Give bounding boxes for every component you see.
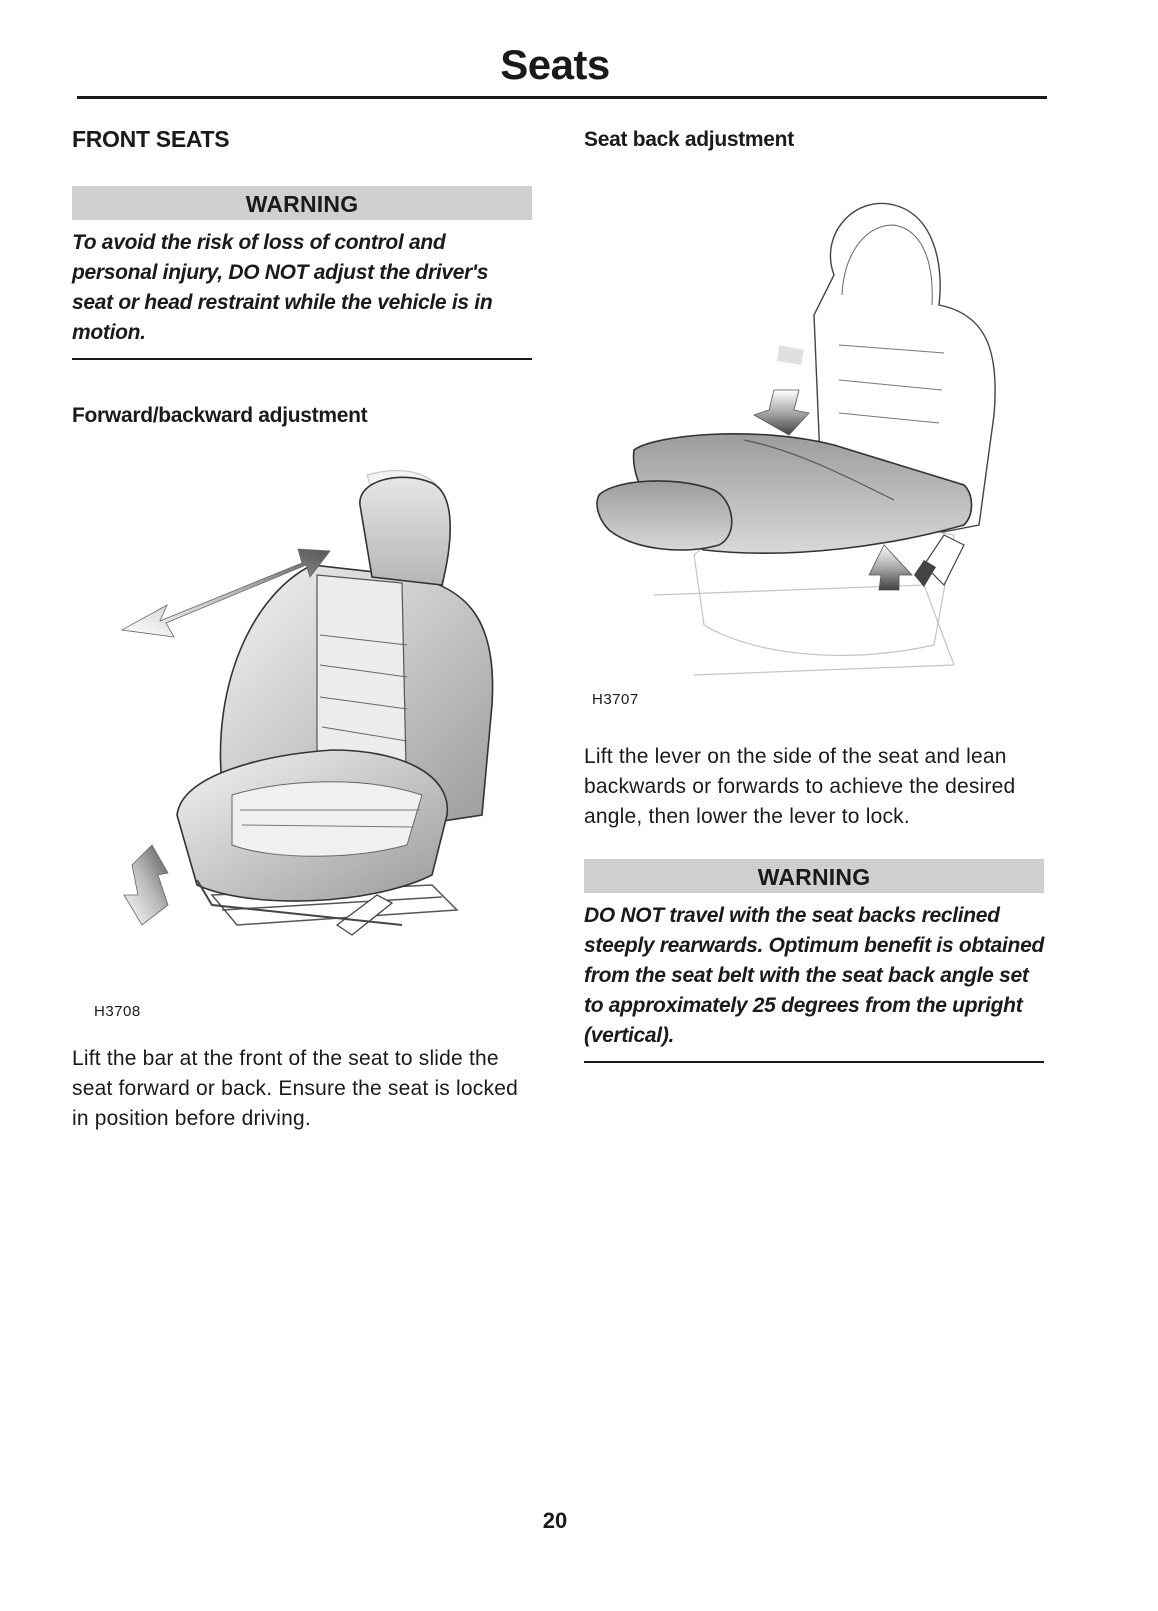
page-title: Seats xyxy=(500,41,610,88)
warning-box-recline xyxy=(584,859,1044,1063)
warning-text: DO NOT travel with the seat backs reclined steeply rearwards. Optimum benefit is obtained from the seat belt with the seat back angle set to approximately 25 degrees from the upright (vertical). xyxy=(584,901,1044,1063)
sub-heading-forward-backward: Forward/backward adjustment xyxy=(72,404,368,427)
figure-code-h3708: H3708 xyxy=(94,1003,141,1020)
title-rule xyxy=(77,96,1047,99)
warning-label: WARNING xyxy=(584,859,1044,893)
seat-back-illustration xyxy=(594,195,1014,695)
figure-code-h3707: H3707 xyxy=(592,691,639,708)
warning-box-driving xyxy=(72,186,532,360)
body-text-forward-backward: Lift the bar at the front of the seat to slide the seat forward or back. Ensure the seat is locked in position before driving. xyxy=(72,1047,518,1130)
sub-heading-seat-back: Seat back adjustment xyxy=(584,128,794,151)
page-number: 20 xyxy=(542,1508,568,1533)
seat-slide-illustration xyxy=(102,465,542,985)
section-heading-front-seats: FRONT SEATS xyxy=(72,126,230,152)
body-text-seat-back: Lift the lever on the side of the seat and lean backwards or forwards to achieve the desired angle, then lower the lever to lock. xyxy=(584,745,1016,828)
warning-label: WARNING xyxy=(72,186,532,220)
warning-text: To avoid the risk of loss of control and personal injury, DO NOT adjust the driver's seat or head restraint while the vehicle is in motion. xyxy=(72,228,532,360)
